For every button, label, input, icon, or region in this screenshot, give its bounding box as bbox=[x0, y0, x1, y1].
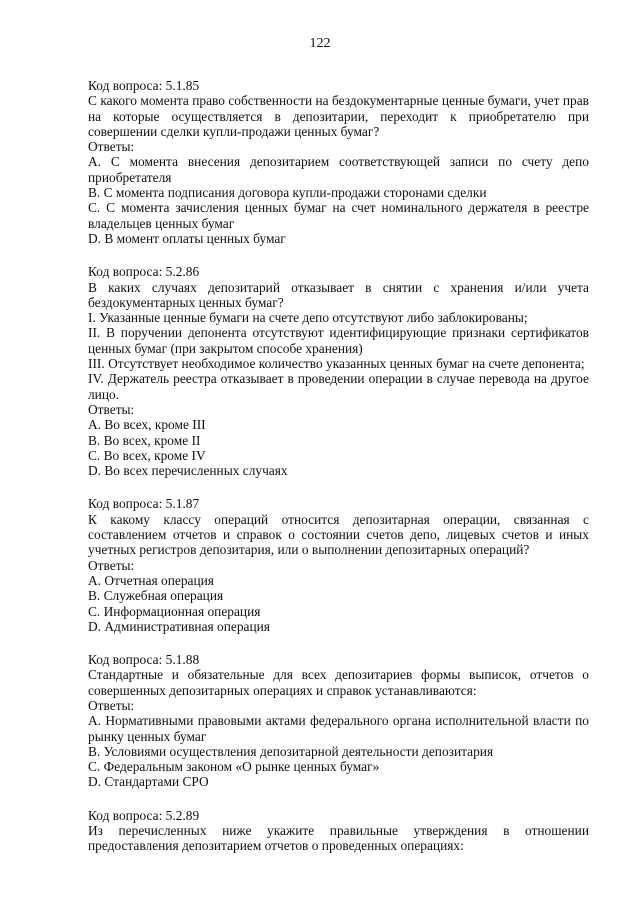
question-text: К какому классу операций относится депозитарная операции, связанная с составлением отчетов и справок о состоянии счетов депо, лицевых счетов и иных учетных регистров депозитария, или о выполнении депозитарных операций? bbox=[88, 511, 589, 558]
statement-item: III. Отсутствует необходимое количество указанных ценных бумаг на счете депонента; bbox=[88, 356, 585, 372]
answer-option: В. Условиями осуществления депозитарной деятельности депозитария bbox=[88, 743, 494, 759]
statement-item: II. В поручении депонента отсутствуют идентифицирующие признаки сертификатов ценных бумаг (при закрытом способе хранения) bbox=[88, 325, 589, 356]
answers-label: Ответы: bbox=[88, 697, 135, 713]
question-text: В каких случаях депозитарий отказывает в снятии с хранения и/или учета бездокументарных ценных бумаг? bbox=[88, 279, 589, 310]
answer-option: D. В момент оплаты ценных бумаг bbox=[88, 230, 286, 246]
answer-option: А. С момента внесения депозитарием соответствующей записи по счету депо приобретателя bbox=[88, 154, 589, 185]
question-block bbox=[88, 652, 589, 790]
answers-label: Ответы: bbox=[88, 557, 135, 573]
question-text: Из перечисленных ниже укажите правильные утверждения в отношении предоставления депозитарием отчетов о проведенных операциях: bbox=[88, 823, 589, 854]
document-body bbox=[88, 78, 589, 872]
answer-option: В. Служебная операция bbox=[88, 588, 224, 604]
question-text: Стандартные и обязательные для всех депозитариев формы выписок, отчетов о совершенных депозитарных операциях и справок устанавливаются: bbox=[88, 667, 589, 698]
answer-option: А. Нормативными правовыми актами федерального органа исполнительной власти по рынку ценных бумаг bbox=[88, 713, 589, 744]
answer-option: А. Отчетная операция bbox=[88, 572, 214, 588]
answer-option: В. Во всех, кроме II bbox=[88, 432, 201, 448]
statement-item: I. Указанные ценные бумаги на счете депо отсутствуют либо заблокированы; bbox=[88, 310, 528, 326]
statement-item: IV. Держатель реестра отказывает в проведении операции в случае перевода на другое лицо. bbox=[88, 371, 589, 402]
answers-label: Ответы: bbox=[88, 401, 135, 417]
question-text: С какого момента право собственности на бездокументарные ценные бумаги, учет прав на которые осуществляется в депозитарии, переходит к приобретателю при совершении сделки купли-продажи ценных бумаг? bbox=[88, 93, 589, 139]
page-number: 122 bbox=[309, 36, 331, 51]
question-block bbox=[88, 78, 589, 246]
question-code: Код вопроса: 5.2.86 bbox=[88, 264, 200, 280]
question-code: Код вопроса: 5.1.87 bbox=[88, 496, 200, 512]
question-block bbox=[88, 264, 589, 478]
question-block bbox=[88, 496, 589, 634]
question-code: Код вопроса: 5.1.88 bbox=[88, 652, 200, 668]
question-code: Код вопроса: 5.1.85 bbox=[88, 78, 200, 93]
answer-option: D. Во всех перечисленных случаях bbox=[88, 463, 288, 479]
answer-option: С. С момента зачисления ценных бумаг на счет номинального держателя в реестре владельцев ценных бумаг bbox=[88, 200, 589, 231]
question-block bbox=[88, 808, 589, 854]
answer-option: D. Стандартами СРО bbox=[88, 774, 209, 790]
answer-option: D. Административная операция bbox=[88, 618, 270, 634]
answer-option: С. Во всех, кроме IV bbox=[88, 447, 206, 463]
answer-option: С. Федеральным законом «О рынке ценных бумаг» bbox=[88, 759, 380, 775]
answer-option: В. С момента подписания договора купли-продажи сторонами сделки bbox=[88, 185, 487, 201]
answers-label: Ответы: bbox=[88, 139, 135, 155]
answer-option: С. Информационная операция bbox=[88, 603, 261, 619]
question-code: Код вопроса: 5.2.89 bbox=[88, 807, 200, 823]
answer-option: А. Во всех, кроме III bbox=[88, 417, 206, 433]
